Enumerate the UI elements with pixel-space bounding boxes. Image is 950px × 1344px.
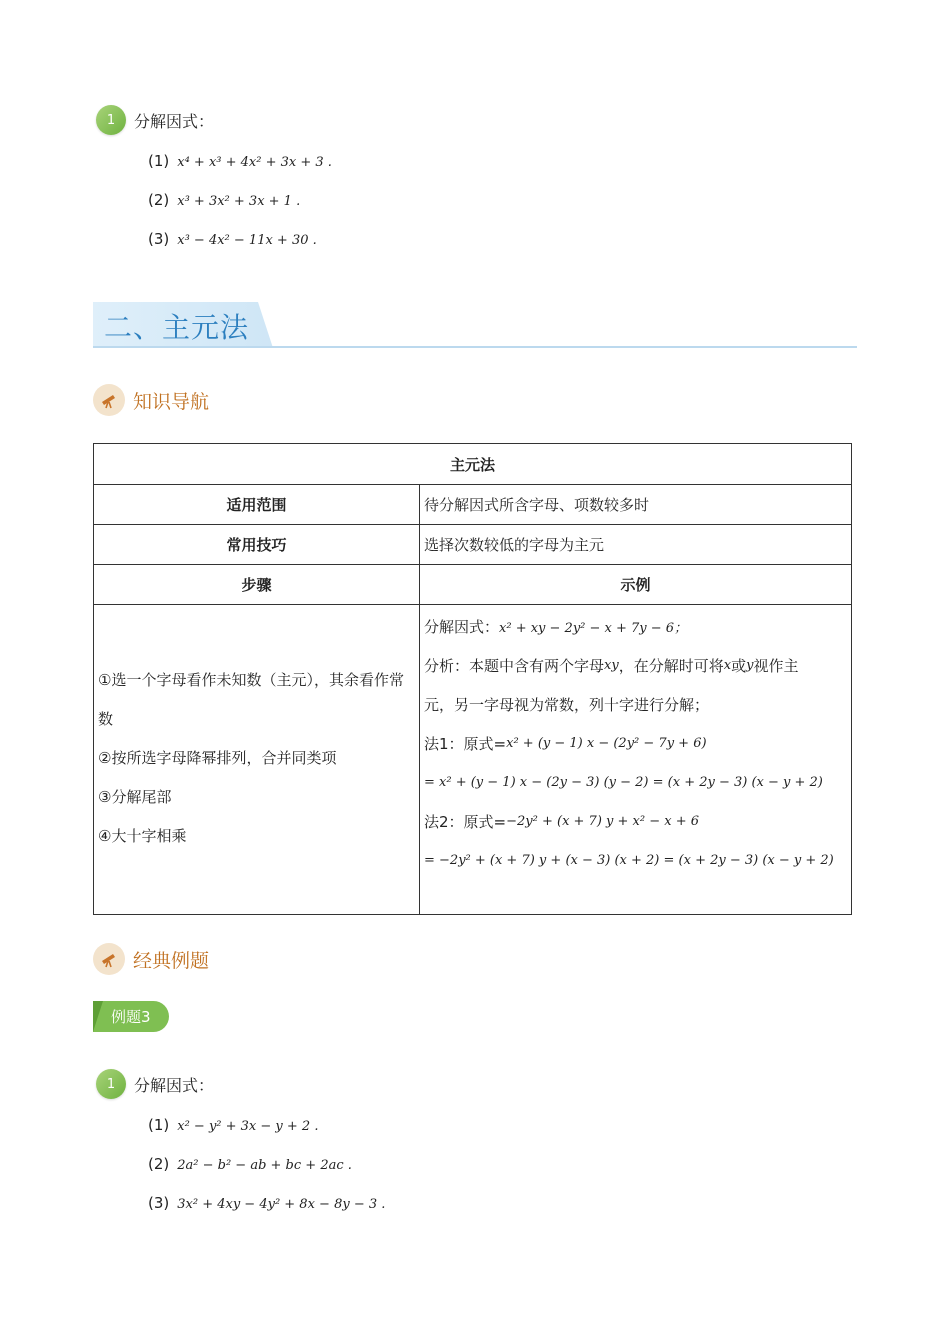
item-expression: x³ − 4x² − 11x + 30 . — [177, 233, 317, 248]
analysis-text: 视作主 — [753, 657, 799, 675]
problem-number-badge: 1 — [96, 1069, 126, 1099]
item-expression: x² − y² + 3x − y + 2 . — [177, 1119, 319, 1134]
classic-title: 经典例题 — [133, 949, 210, 972]
method1-expression: x² + (y − 1) x − (2y² − 7y + 6) — [506, 736, 707, 751]
analysis-var: x — [723, 658, 732, 673]
problem-item — [148, 191, 300, 209]
example-question — [424, 607, 847, 646]
problem-item — [148, 230, 317, 248]
method2-line — [424, 802, 847, 841]
method1-line — [424, 724, 847, 763]
item-expression: 2a² − b² − ab + bc + 2ac . — [177, 1158, 352, 1173]
telescope-icon — [93, 384, 125, 416]
problem-title: 分解因式： — [134, 111, 215, 131]
analysis-text: 分析：本题中含有两个字母 — [424, 657, 605, 675]
item-number: (1) — [148, 152, 170, 170]
method2-expression: −2y² + (x + 7) y + x² − x + 6 — [506, 814, 699, 829]
item-expression: 3x² + 4xy − 4y² + 8x − 8y − 3 . — [177, 1197, 386, 1212]
problem-item — [148, 1155, 352, 1173]
step-3: ③分解尾部 — [98, 788, 172, 806]
header-steps: 步骤 — [94, 565, 420, 605]
problem-item — [148, 152, 332, 170]
method1-result-expression: = x² + (y − 1) x − (2y − 3) (y − 2) = (x + 2y − 3) (x − y + 2) — [424, 775, 823, 790]
example-analysis-line2: 元，另一字母视为常数，列十字进行分解； — [424, 696, 710, 714]
row-value-technique: 选择次数较低的字母为主元 — [420, 525, 852, 565]
analysis-var: xy — [604, 658, 619, 673]
analysis-text: 或 — [731, 657, 747, 675]
analysis-var: y — [746, 658, 754, 673]
method2-result-expression: = −2y² + (x + 7) y + (x − 3) (x + 2) = (x + 2y − 3) (x − y + 2) — [424, 853, 834, 868]
section-title: 二、主元法 — [104, 311, 250, 344]
question-label: 分解因式： — [424, 618, 500, 636]
steps-cell — [94, 605, 420, 915]
problem-number-badge: 1 — [96, 105, 126, 135]
telescope-icon — [93, 943, 125, 975]
item-number: (2) — [148, 191, 170, 209]
method1-result — [424, 763, 847, 802]
row-label-technique: 常用技巧 — [94, 525, 420, 565]
table-title: 主元法 — [94, 444, 852, 485]
item-number: (2) — [148, 1155, 170, 1173]
item-number: (3) — [148, 230, 170, 248]
method1-label: 法1：原式= — [424, 735, 507, 753]
knowledge-title: 知识导航 — [133, 390, 210, 413]
item-expression: x⁴ + x³ + 4x² + 3x + 3 . — [177, 155, 332, 170]
item-number: (1) — [148, 1116, 170, 1134]
problem-item — [148, 1194, 385, 1212]
example-tag: 例题3 — [93, 1001, 169, 1032]
example-cell — [420, 605, 852, 915]
question-expression: x² + xy − 2y² − x + 7y − 6； — [499, 621, 688, 636]
section-divider — [93, 346, 857, 348]
knowledge-subtitle — [93, 384, 209, 416]
step-4: ④大十字相乘 — [98, 827, 187, 845]
problem-header — [96, 103, 214, 137]
classic-subtitle — [93, 943, 209, 975]
method-table — [93, 443, 852, 915]
method2-result — [424, 841, 847, 880]
row-label-scope: 适用范围 — [94, 485, 420, 525]
problem-item — [148, 1116, 318, 1134]
row-value-scope: 待分解因式所含字母、项数较多时 — [420, 485, 852, 525]
analysis-text: ，在分解时可将 — [618, 657, 724, 675]
item-expression: x³ + 3x² + 3x + 1 . — [177, 194, 301, 209]
problem-title: 分解因式： — [134, 1075, 215, 1095]
header-example: 示例 — [420, 565, 852, 605]
method2-label: 法2：原式= — [424, 813, 507, 831]
step-1: ①选一个字母看作未知数（主元），其余看作常数 — [98, 671, 404, 728]
example-analysis-line1 — [424, 646, 847, 685]
item-number: (3) — [148, 1194, 170, 1212]
step-2: ②按所选字母降幂排列，合并同类项 — [98, 749, 337, 767]
problem-header — [96, 1067, 214, 1101]
